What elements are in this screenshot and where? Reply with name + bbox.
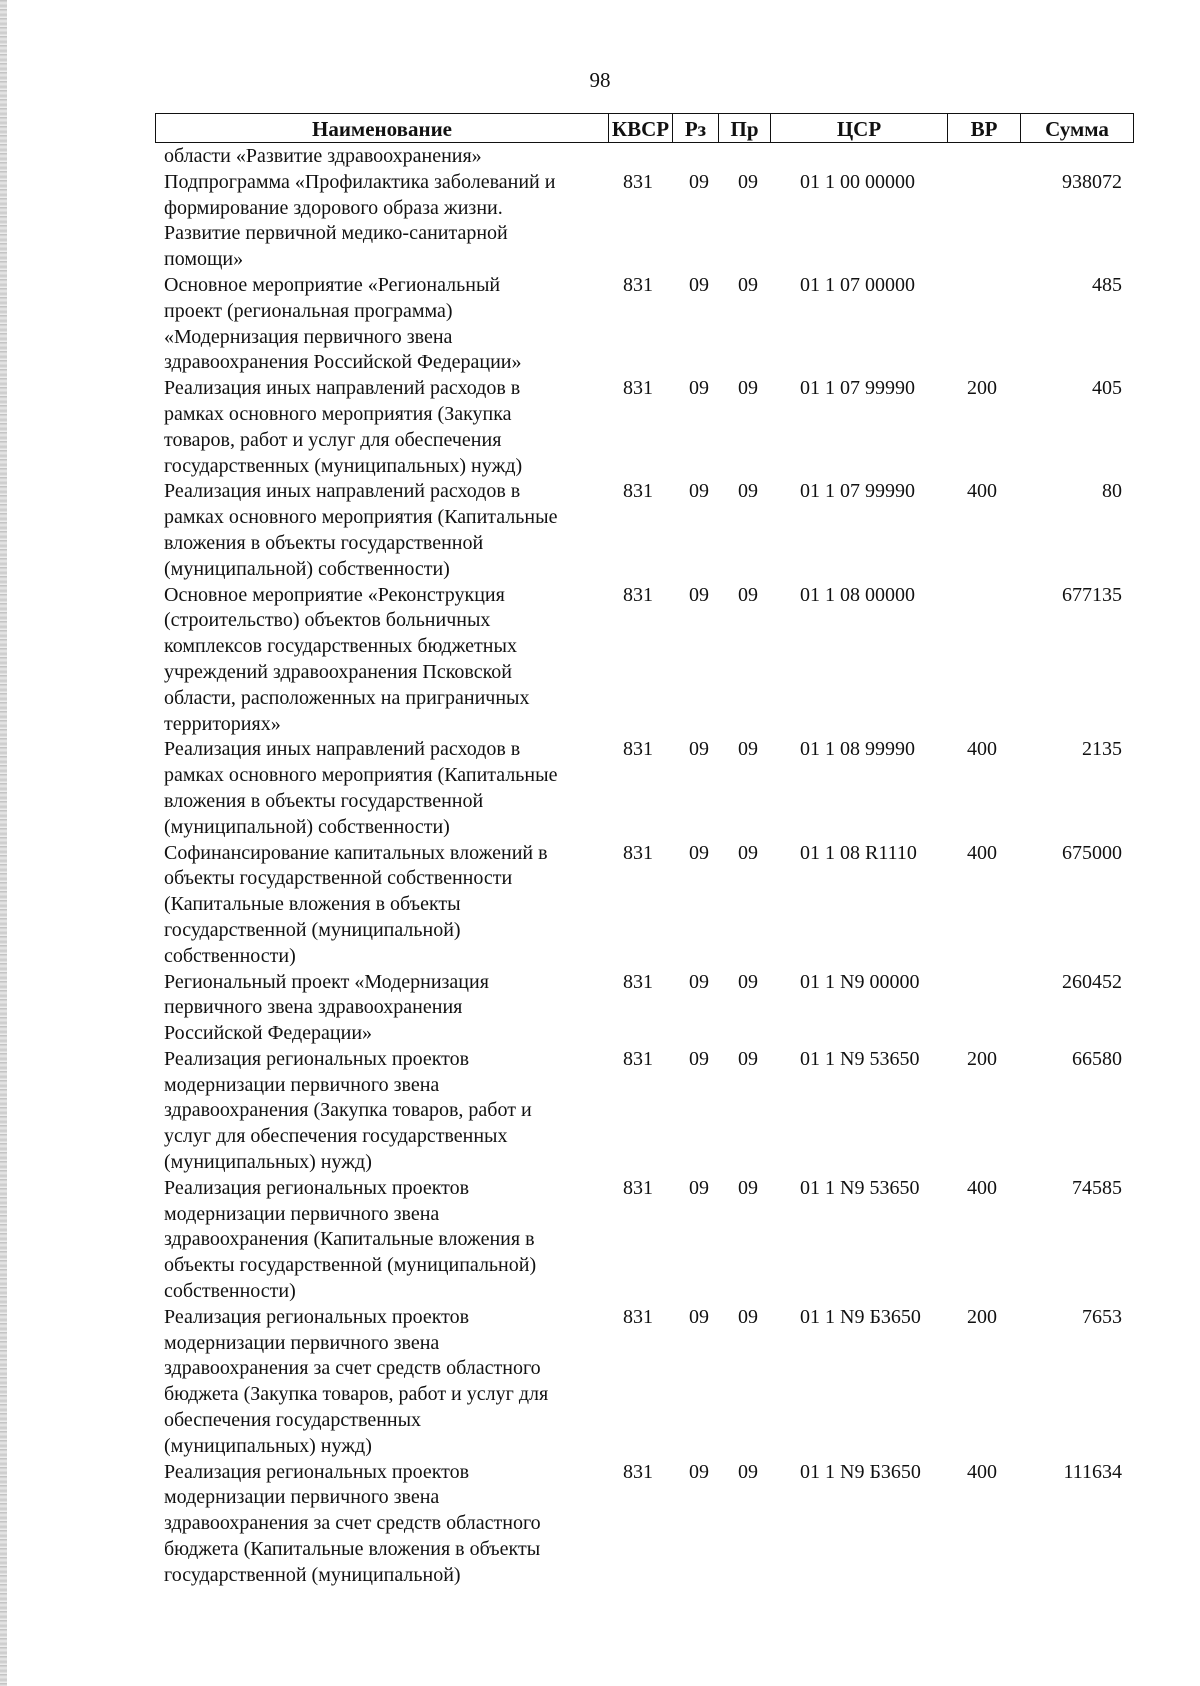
row-sum: 7653 (1082, 1305, 1122, 1328)
row-kvsr: 831 (623, 583, 653, 606)
row-csr: 01 1 N9 00000 (800, 970, 920, 993)
row-kvsr: 831 (623, 170, 653, 193)
row-kvsr: 831 (623, 738, 653, 761)
table-row (0, 1047, 1200, 1176)
row-kvsr: 831 (623, 970, 653, 993)
row-csr: 01 1 07 99990 (800, 480, 915, 503)
row-pr: 09 (738, 1176, 758, 1199)
row-rz: 09 (689, 841, 709, 864)
row-sum: 260452 (1062, 970, 1122, 993)
row-kvsr: 831 (623, 480, 653, 503)
row-rz: 09 (689, 170, 709, 193)
row-name: Реализация региональных проектов модернизации первичного звена здравоохранения (Капитальные вложения в объекты государственной (муниципальной) собственности) (164, 1176, 537, 1303)
table-row (0, 841, 1200, 970)
header-sum: Сумма (1045, 117, 1109, 141)
row-pr: 09 (738, 841, 758, 864)
table-row (0, 479, 1200, 582)
header-rz: Рз (673, 114, 719, 142)
row-vr: 400 (967, 1460, 997, 1483)
row-rz: 09 (689, 583, 709, 606)
row-sum: 111634 (1063, 1460, 1122, 1483)
row-rz: 09 (689, 1047, 709, 1070)
row-kvsr: 831 (623, 377, 653, 400)
row-rz: 09 (689, 1305, 709, 1328)
row-vr: 400 (967, 480, 997, 503)
row-pr: 09 (738, 1460, 758, 1483)
row-vr: 200 (967, 377, 997, 400)
row-sum: 405 (1092, 377, 1122, 400)
row-name: Реализация региональных проектов модернизации первичного звена здравоохранения за счет средств областного бюджета (Закупка товаров, работ и услуг для обеспечения государственных (муниципальных) нужд) (164, 1305, 549, 1457)
header-csr: ЦСР (771, 114, 948, 142)
row-kvsr: 831 (623, 273, 653, 296)
row-sum: 2135 (1082, 738, 1122, 761)
row-name: Реализация иных направлений расходов в рамках основного мероприятия (Капитальные вложения в объекты государственной (муниципальной) собственности) (164, 738, 558, 838)
row-vr: 200 (967, 1305, 997, 1328)
row-kvsr: 831 (623, 1460, 653, 1483)
row-rz: 09 (689, 1176, 709, 1199)
row-rz: 09 (689, 480, 709, 503)
table-row (0, 1305, 1200, 1460)
row-csr: 01 1 N9 Б3650 (800, 1305, 921, 1328)
table-row (0, 737, 1200, 840)
row-csr: 01 1 N9 Б3650 (800, 1460, 921, 1483)
row-pr: 09 (738, 480, 758, 503)
row-csr: 01 1 N9 53650 (800, 1047, 920, 1070)
row-csr: 01 1 00 00000 (800, 170, 915, 193)
row-rz: 09 (689, 970, 709, 993)
row-csr: 01 1 08 99990 (800, 738, 915, 761)
row-rz: 09 (689, 1460, 709, 1483)
table-row (0, 170, 1200, 273)
table-row (0, 1460, 1200, 1589)
row-vr: 200 (967, 1047, 997, 1070)
row-vr: 400 (967, 1176, 997, 1199)
row-name: Реализация региональных проектов модернизации первичного звена здравоохранения (Закупка товаров, работ и услуг для обеспечения государственных (муниципальных) нужд) (164, 1047, 532, 1174)
row-name: Основное мероприятие «Реконструкция (строительство) объектов больничных комплексов государственных бюджетных учреждений здравоохранения Псковской области, расположенных на приграничных территориях» (164, 583, 530, 735)
row-kvsr: 831 (623, 1305, 653, 1328)
row-vr: 400 (967, 841, 997, 864)
header-pr: Пр (719, 114, 771, 142)
row-name: Подпрограмма «Профилактика заболеваний и формирование здорового образа жизни. Развитие первичной медико-санитарной помощи» (164, 170, 556, 271)
row-pr: 09 (738, 1305, 758, 1328)
sum-underline (1020, 142, 1132, 143)
row-kvsr: 831 (623, 1047, 653, 1070)
row-sum: 938072 (1062, 170, 1122, 193)
row-name: Реализация региональных проектов модернизации первичного звена здравоохранения за счет средств областного бюджета (Капитальные вложения в объекты государственной (муниципальной) (164, 1460, 541, 1586)
table-row (0, 376, 1200, 479)
header-kvsr: КВСР (609, 114, 673, 142)
row-pr: 09 (738, 738, 758, 761)
table-row (0, 273, 1200, 376)
row-csr: 01 1 07 99990 (800, 377, 915, 400)
row-pr: 09 (738, 377, 758, 400)
row-pr: 09 (738, 1047, 758, 1070)
header-name: Наименование (156, 114, 609, 142)
header-vr: ВР (948, 114, 1021, 142)
row-pr: 09 (738, 170, 758, 193)
table-row (0, 144, 1200, 170)
row-csr: 01 1 08 00000 (800, 583, 915, 606)
page-number: 98 (589, 68, 611, 92)
row-name: Софинансирование капитальных вложений в объекты государственной собственности (Капитальные вложения в объекты государственной (муниципальной) собственности) (164, 841, 548, 967)
row-name: области «Развитие здравоохранения» (164, 145, 482, 167)
row-sum: 80 (1102, 480, 1122, 503)
row-name: Основное мероприятие «Региональный проект (региональная программа) «Модернизация первичного звена здравоохранения Российской Федерации» (164, 273, 522, 374)
row-kvsr: 831 (623, 1176, 653, 1199)
row-rz: 09 (689, 273, 709, 296)
row-name: Региональный проект «Модернизация первичного звена здравоохранения Российской Федерации» (164, 970, 489, 1045)
row-name: Реализация иных направлений расходов в рамках основного мероприятия (Капитальные вложения в объекты государственной (муниципальной) собственности) (164, 480, 558, 580)
row-vr: 400 (967, 738, 997, 761)
row-sum: 66580 (1072, 1047, 1122, 1070)
row-csr: 01 1 N9 53650 (800, 1176, 920, 1199)
table-header (155, 113, 1134, 143)
table-row (0, 583, 1200, 738)
row-csr: 01 1 07 00000 (800, 273, 915, 296)
row-pr: 09 (738, 970, 758, 993)
row-sum: 677135 (1062, 583, 1122, 606)
row-sum: 675000 (1062, 841, 1122, 864)
row-rz: 09 (689, 738, 709, 761)
row-name: Реализация иных направлений расходов в рамках основного мероприятия (Закупка товаров, работ и услуг для обеспечения государственных (муниципальных) нужд) (164, 377, 523, 477)
table-row (0, 1176, 1200, 1305)
row-csr: 01 1 08 R1110 (800, 841, 917, 864)
table-body (0, 144, 1200, 1589)
row-pr: 09 (738, 273, 758, 296)
row-pr: 09 (738, 583, 758, 606)
row-sum: 485 (1092, 273, 1122, 296)
row-sum: 74585 (1072, 1176, 1122, 1199)
row-kvsr: 831 (623, 841, 653, 864)
row-rz: 09 (689, 377, 709, 400)
table-row (0, 970, 1200, 1047)
